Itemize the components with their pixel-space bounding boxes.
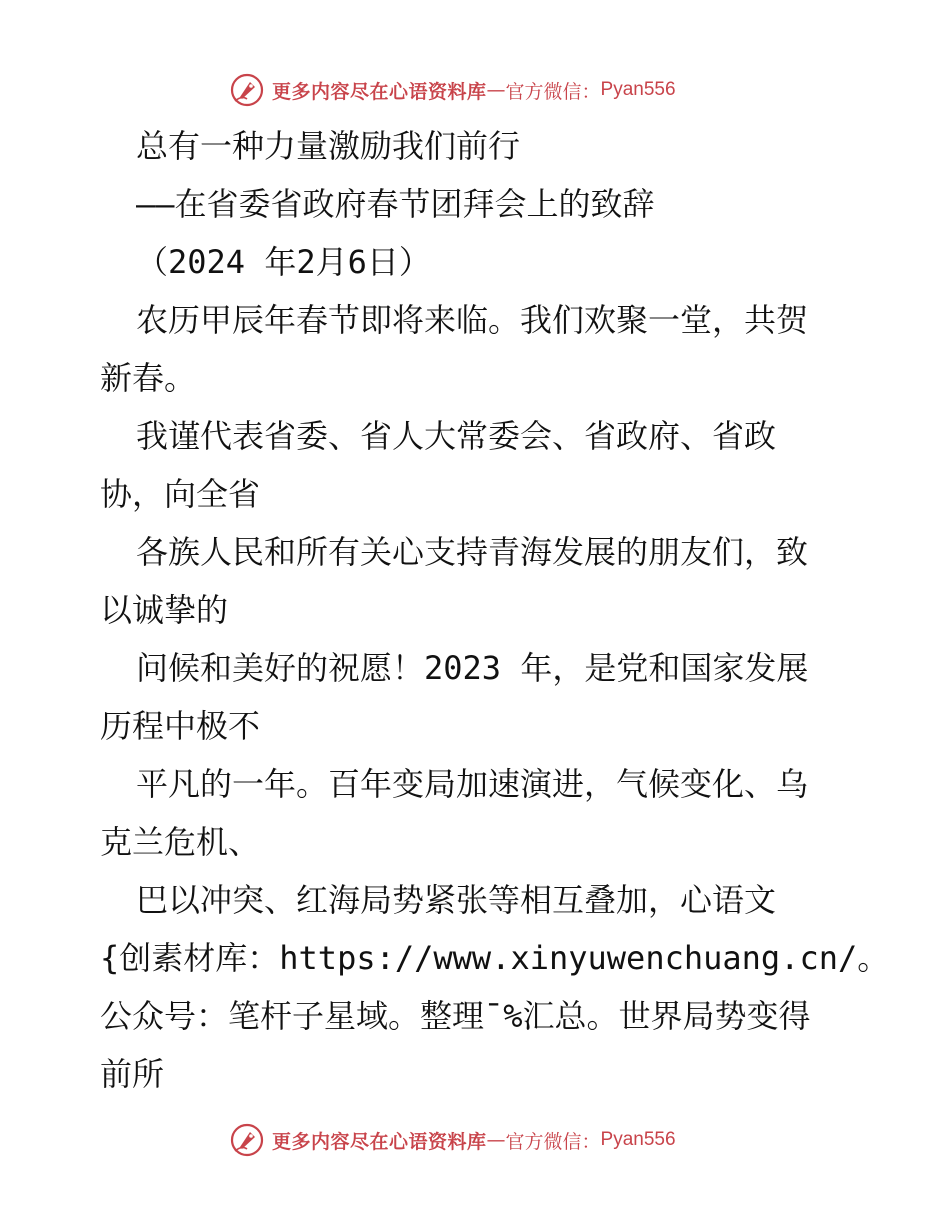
paragraph-line: 新春。 [100,359,197,397]
document-subtitle: ——在省委省政府春节团拜会上的致辞 [136,185,655,223]
banner-separator: — [486,1129,506,1151]
paragraph-line: 巴以冲突、红海局势紧张等相互叠加，心语文 [136,881,777,919]
paragraph-line: 问候和美好的祝愿！2023 年，是党和国家发展 [136,649,809,687]
paragraph-line: 以诚挚的 [100,591,229,629]
paragraph-line: 农历甲辰年春节即将来临。我们欢聚一堂，共贺 [136,301,809,339]
paragraph-line: 前所 [100,1055,165,1093]
pen-nib-icon [230,73,264,107]
banner-wechat-id: Pyan556 [600,1129,676,1150]
paragraph-line: 公众号：笔杆子星域。整理¯%汇总。世界局势变得 [100,997,811,1035]
banner-wechat-id: Pyan556 [600,79,676,100]
paragraph-line: 协，向全省 [100,475,261,513]
banner-text: 更多内容尽在心语资料库 [272,1130,487,1153]
paragraph-line: 各族人民和所有关心支持青海发展的朋友们，致 [136,533,809,571]
document-date: （2024 年2月6日） [136,243,431,281]
paragraph-line: 我谨代表省委、省人大常委会、省政府、省政 [136,417,777,455]
paragraph-line: 克兰危机、 [100,823,261,861]
paragraph-line: 平凡的一年。百年变局加速演进，气候变化、乌 [136,765,809,803]
banner-text: 更多内容尽在心语资料库 [272,80,487,103]
banner-label: 官方微信： [505,1130,601,1153]
banner-label: 官方微信： [505,80,601,103]
footer-watermark-banner [230,1122,710,1158]
header-watermark-banner [230,72,710,108]
paragraph-line: 历程中极不 [100,707,261,745]
pen-nib-icon [230,1123,264,1157]
paragraph-line: {创素材库：https://www.xinyuwenchuang.cn/。 [100,939,890,977]
document-title: 总有一种力量激励我们前行 [136,127,521,165]
banner-separator: — [486,79,506,101]
